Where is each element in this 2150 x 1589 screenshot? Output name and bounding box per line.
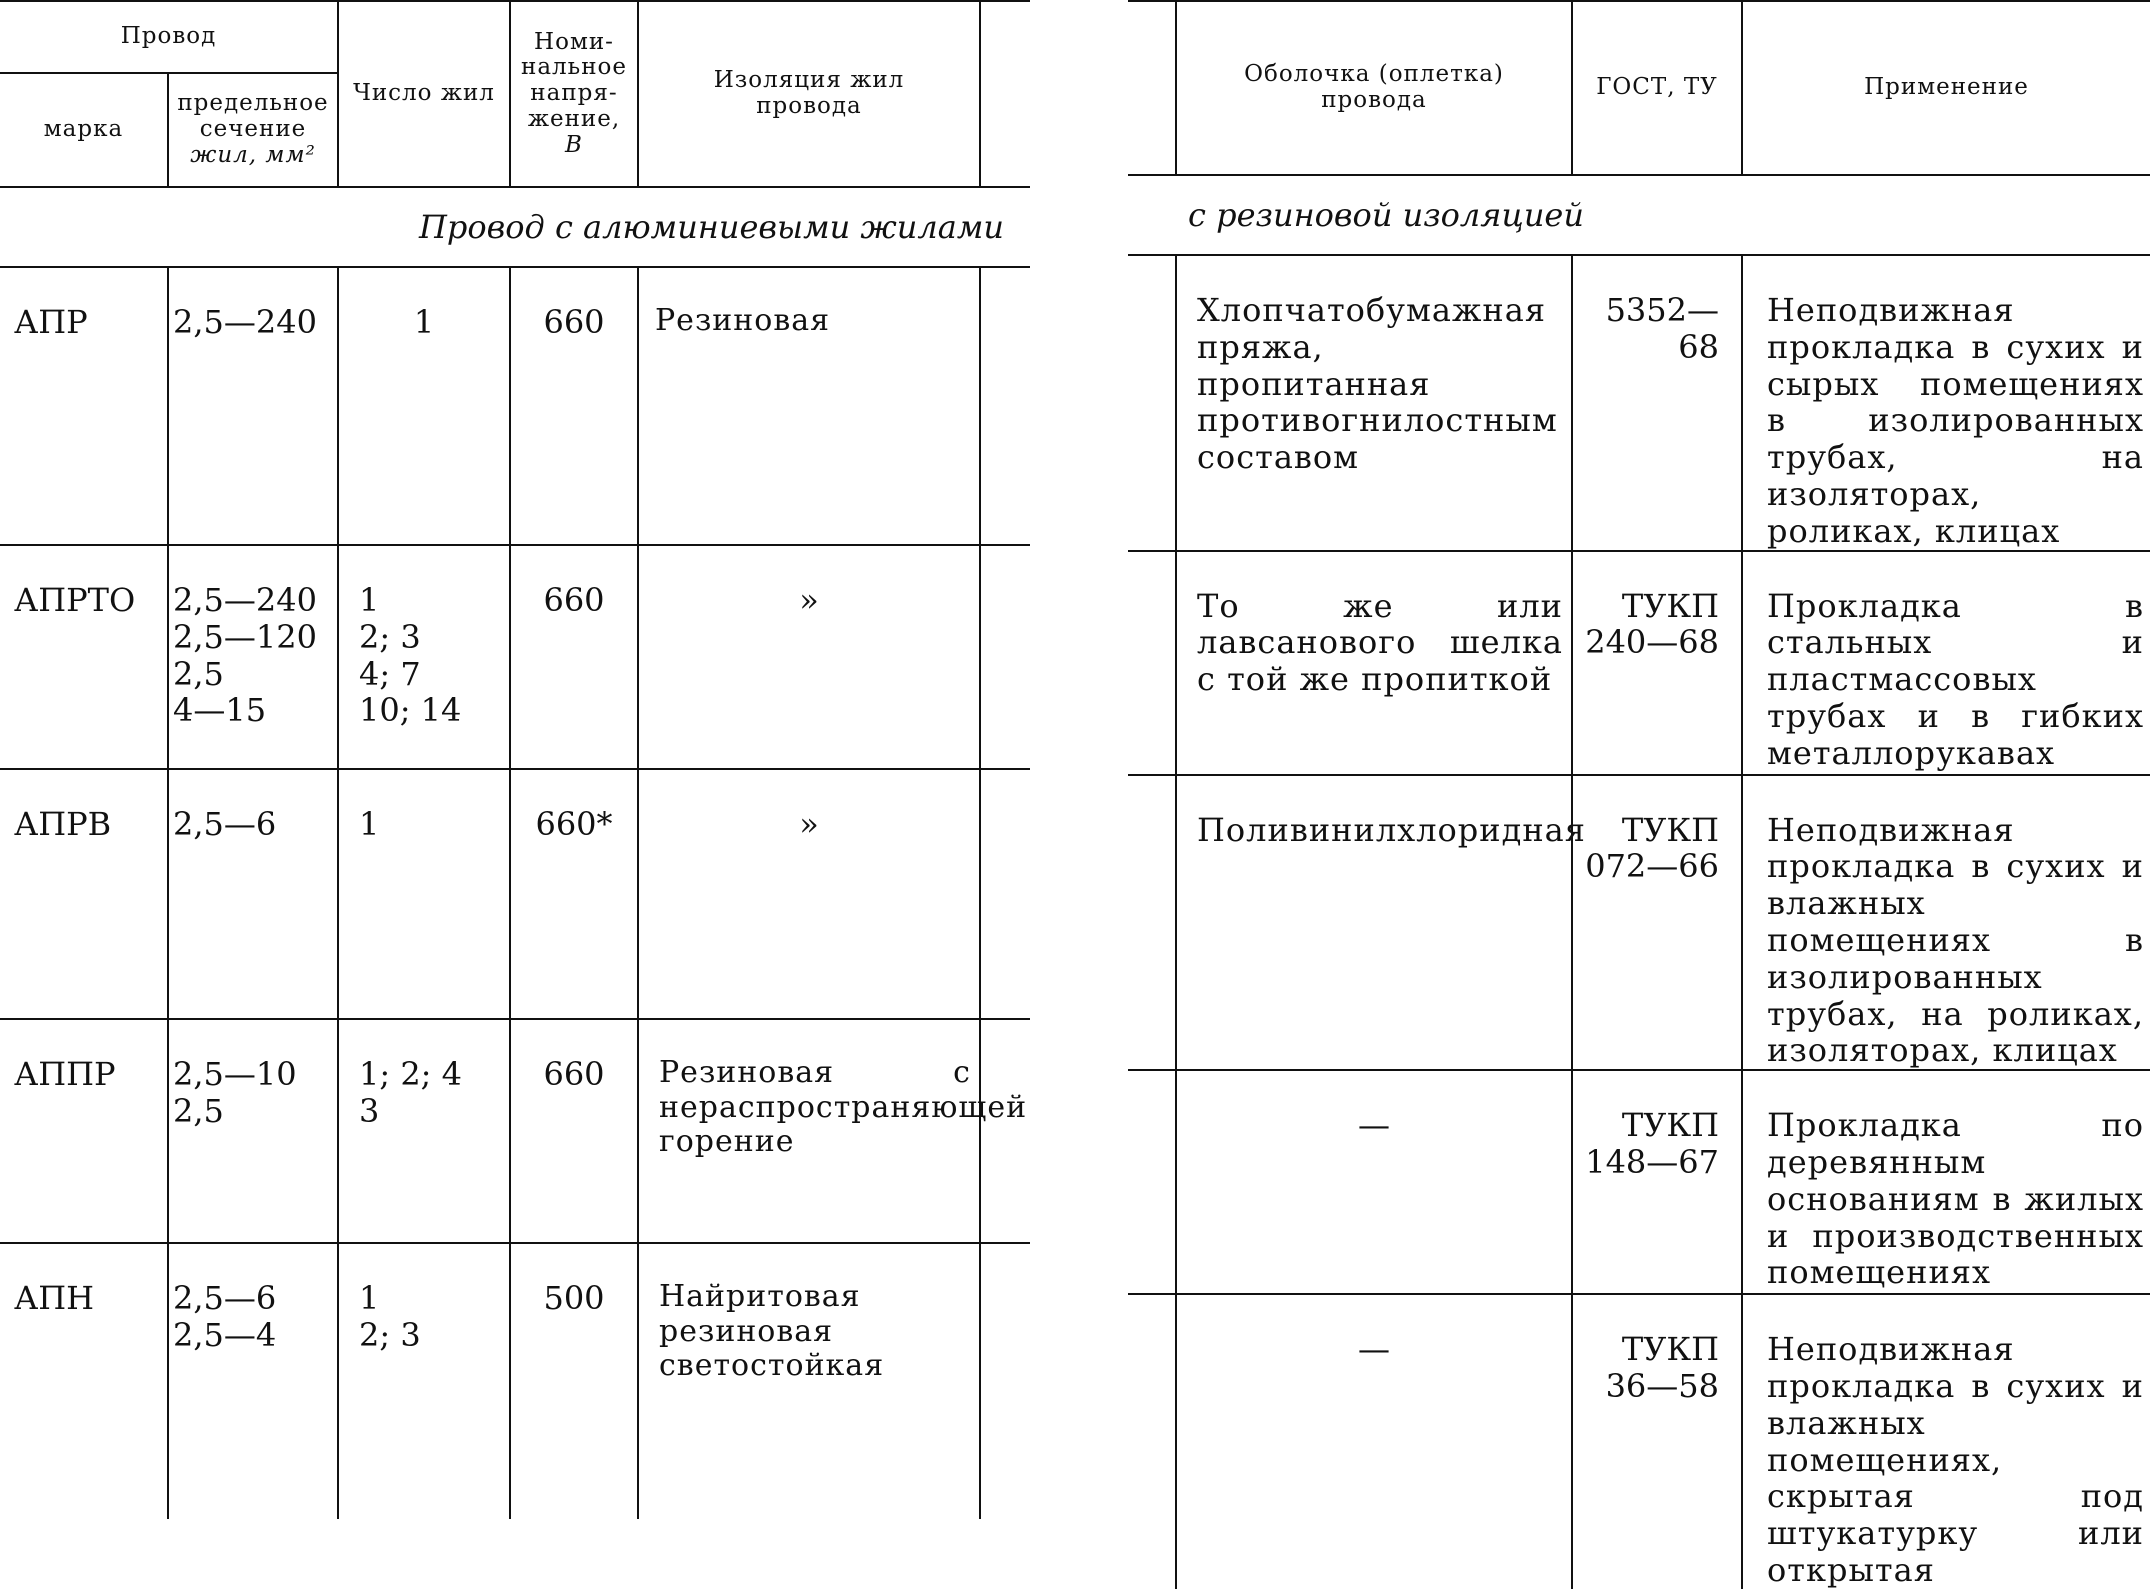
wire-table-right (1128, 0, 2150, 1589)
wire-mark: АПН (0, 1243, 168, 1519)
application-cell: Прокладка по деревянным основаниям в жилых и производственных помещениях (1742, 1070, 2150, 1294)
header-gost: ГОСТ, ТУ (1572, 1, 1742, 175)
wire-insulation: Резиновая (638, 267, 980, 545)
wire-cores: 1 (338, 769, 510, 1019)
header-mark: марка (0, 73, 168, 187)
table-row (1128, 551, 2150, 775)
table-row (1128, 255, 2150, 551)
table-row (1128, 1294, 2150, 1589)
wire-insulation: Резиновая с нераспространяющей горение (638, 1019, 980, 1243)
left-page (0, 0, 1030, 1588)
table-row (0, 545, 1030, 769)
table-row (1128, 1070, 2150, 1294)
table-row (0, 1243, 1030, 1519)
header-insulation: Изоляция жил провода (638, 1, 980, 187)
wire-insulation: Найритовая резиновая светостойкая (638, 1243, 980, 1519)
gost-cell: 5352—68 (1572, 255, 1742, 551)
section-title-right: с резиновой изоляцией (1128, 175, 2150, 255)
right-page (1128, 0, 2150, 1588)
application-cell: Неподвижная прокладка в сухих и влажных помещениях в изолированных трубах, на роликах, изоляторах, клицах (1742, 775, 2150, 1071)
wire-mark: АПР (0, 267, 168, 545)
wire-cores: 1 2; 3 (338, 1243, 510, 1519)
header-wire-group: Провод (0, 1, 338, 73)
table-row (0, 1019, 1030, 1243)
wire-table-left (0, 0, 1030, 1519)
gost-cell: ТУКП 072—66 (1572, 775, 1742, 1071)
gost-cell: ТУКП 36—58 (1572, 1294, 1742, 1589)
wire-voltage: 660 (510, 1019, 638, 1243)
wire-insulation: » (638, 545, 980, 769)
wire-voltage: 500 (510, 1243, 638, 1519)
wire-section: 2,5—6 (168, 769, 338, 1019)
table-row (0, 769, 1030, 1019)
wire-mark: АПРТО (0, 545, 168, 769)
sheath-cell: Поливинилхлоридная (1176, 775, 1572, 1071)
application-cell: Неподвижная прокладка в сухих и сырых помещениях в изолированных трубах, на изоляторах, роликах, клицах (1742, 255, 2150, 551)
header-voltage: Номи- нальное напря- жение, В (510, 1, 638, 187)
table-row (1128, 775, 2150, 1071)
wire-section: 2,5—10 2,5 (168, 1019, 338, 1243)
sheath-cell: Хлопчатобумажная пряжа, пропитанная противогнилостным составом (1176, 255, 1572, 551)
application-cell: Прокладка в стальных и пластмассовых трубах и в гибких металлорукавах (1742, 551, 2150, 775)
wire-cores: 1 (338, 267, 510, 545)
header-sheath: Оболочка (оплетка) провода (1176, 1, 1572, 175)
sheath-cell: — (1176, 1070, 1572, 1294)
wire-cores: 1; 2; 4 3 (338, 1019, 510, 1243)
wire-cores: 1 2; 3 4; 7 10; 14 (338, 545, 510, 769)
wire-mark: АППР (0, 1019, 168, 1243)
header-section: предельное сечение жил, мм² (168, 73, 338, 187)
wire-section: 2,5—240 (168, 267, 338, 545)
gost-cell: ТУКП 148—67 (1572, 1070, 1742, 1294)
wire-voltage: 660 (510, 545, 638, 769)
section-title-left: Провод с алюминиевыми жилами (0, 187, 1030, 267)
wire-section: 2,5—240 2,5—120 2,5 4—15 (168, 545, 338, 769)
wire-mark: АПРВ (0, 769, 168, 1019)
header-cores: Число жил (338, 1, 510, 187)
sheath-cell: — (1176, 1294, 1572, 1589)
application-cell: Неподвижная прокладка в сухих и влажных помещениях, скрытая под штукатурку или открытая (1742, 1294, 2150, 1589)
wire-voltage: 660 (510, 267, 638, 545)
wire-section: 2,5—6 2,5—4 (168, 1243, 338, 1519)
wire-voltage: 660* (510, 769, 638, 1019)
header-application: Применение (1742, 1, 2150, 175)
gost-cell: ТУКП 240—68 (1572, 551, 1742, 775)
table-row (0, 267, 1030, 545)
sheath-cell: То же или лавсанового шелка с той же пропиткой (1176, 551, 1572, 775)
wire-insulation: » (638, 769, 980, 1019)
